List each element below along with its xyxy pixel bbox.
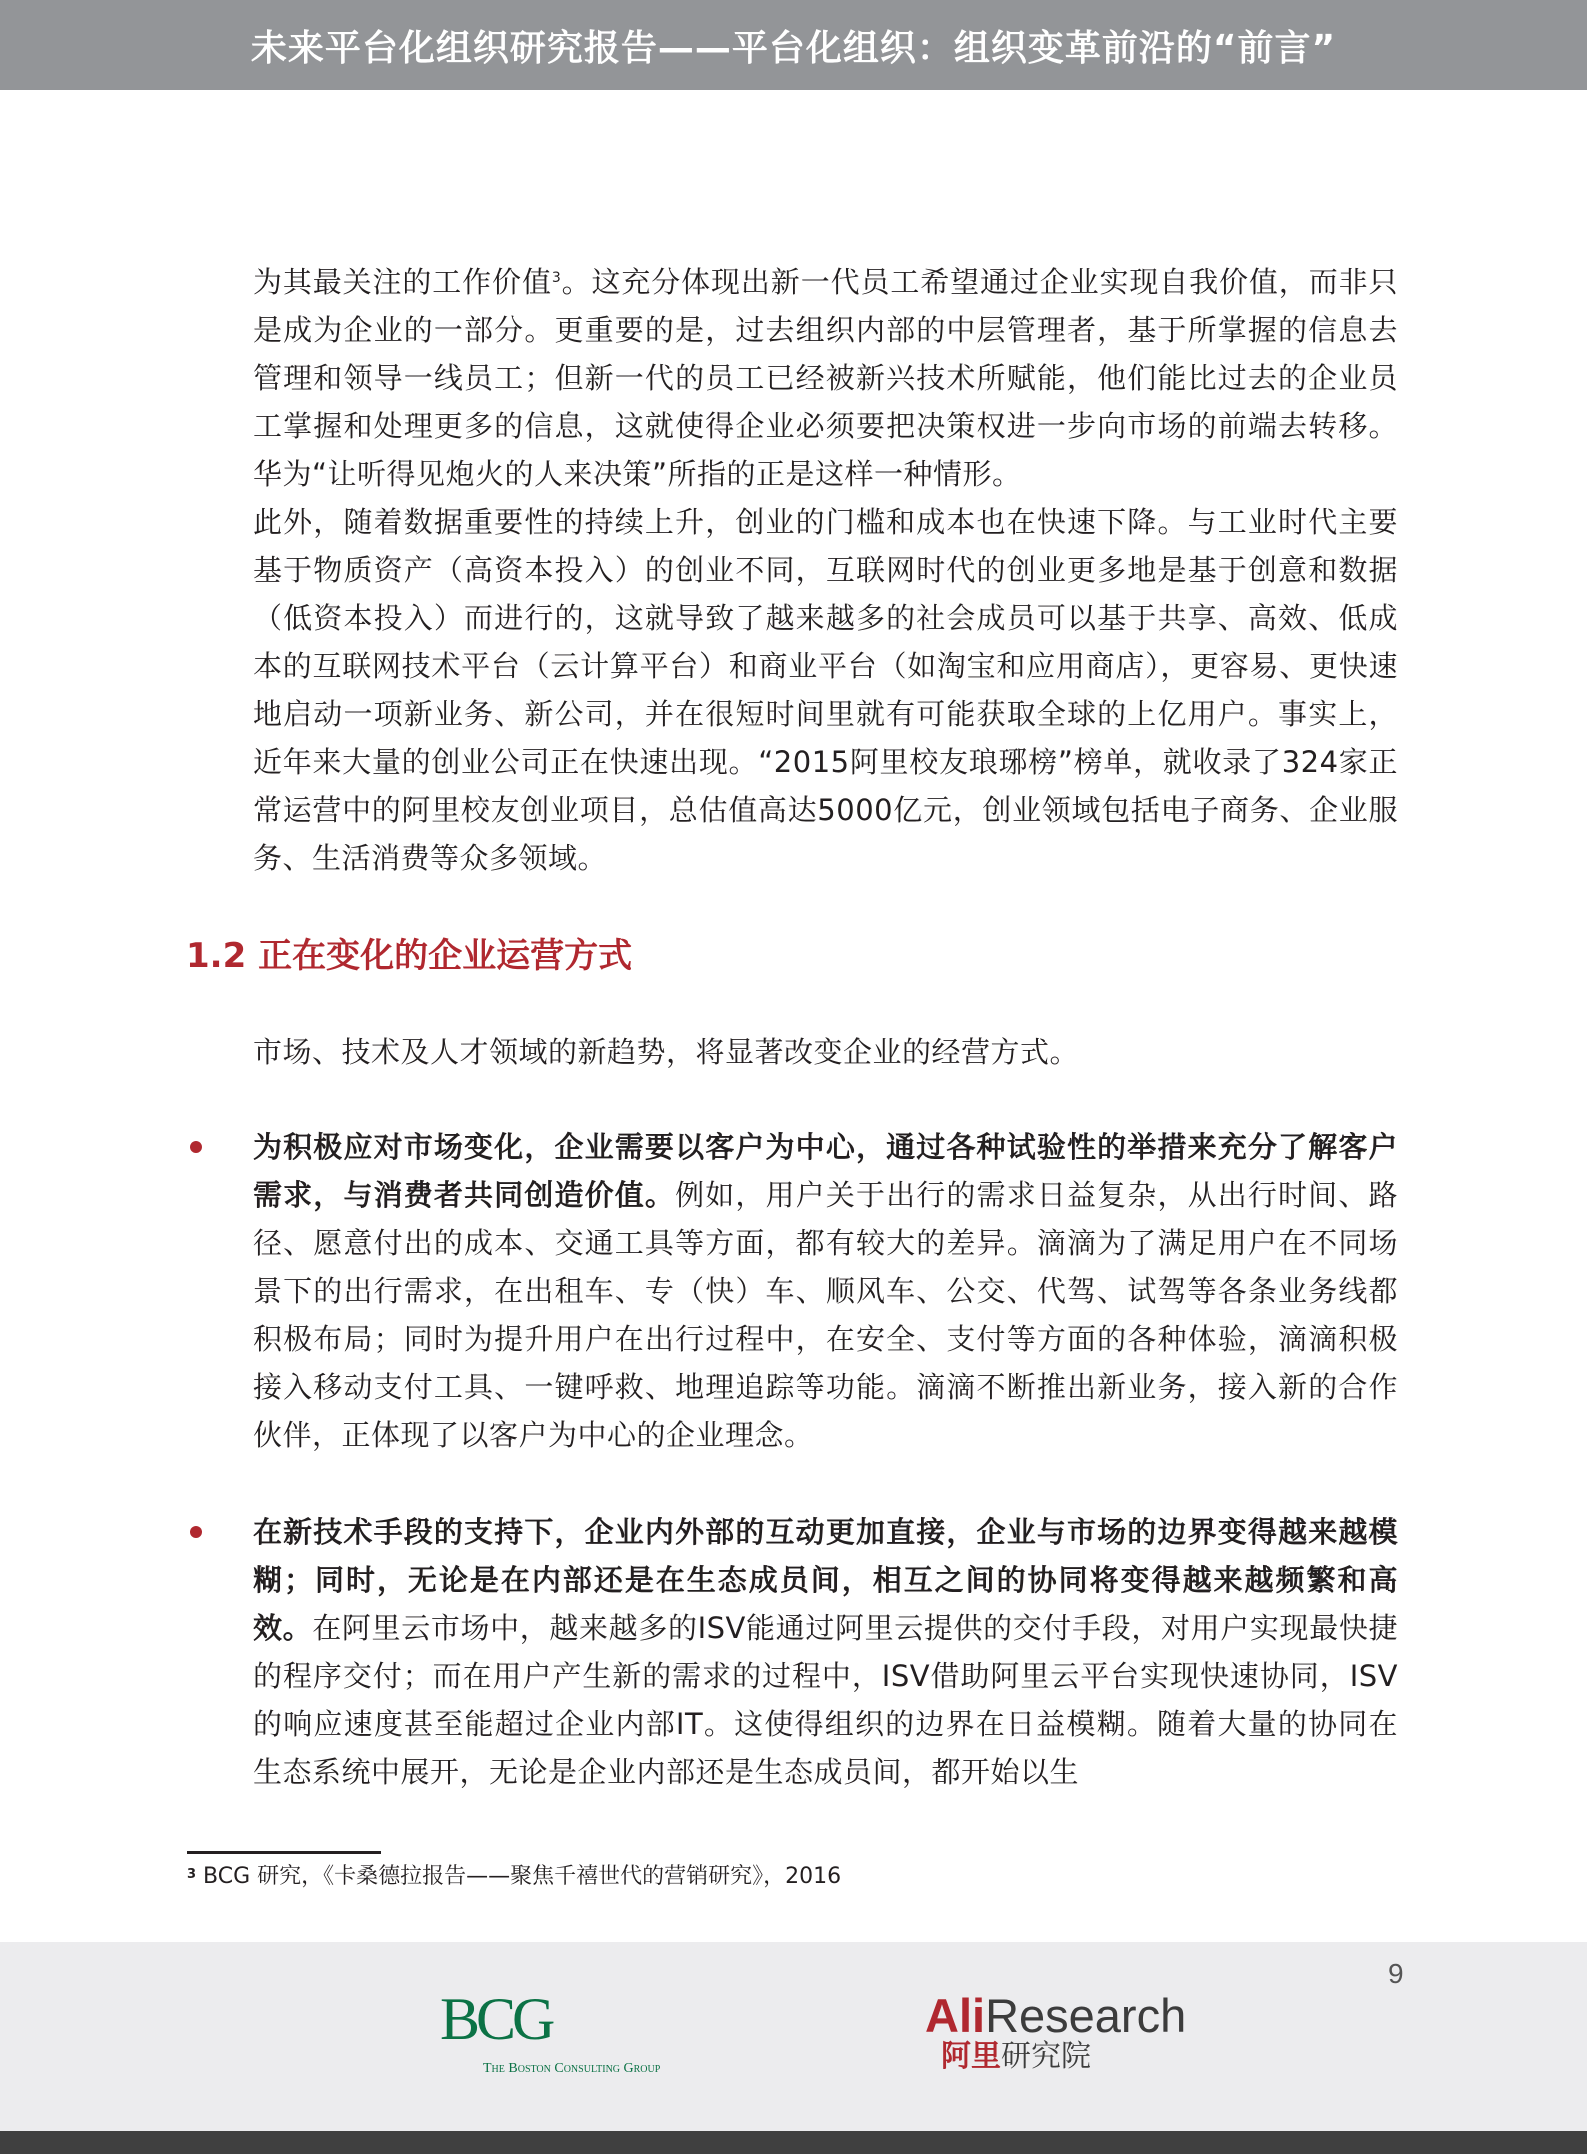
bullet-dot-2: [190, 1526, 202, 1538]
page-number: 9: [1388, 1958, 1404, 1989]
bullet-2-lead: 在新技术手段的支持下，企业内外部的互动更加直接，企业与市场的边界变得越来越模糊；同时，无论是在内部还是在生态成员间，相互之间的协同将变得越来越频繁和高效。: [253, 1515, 1398, 1645]
ali-logo-ali: Ali: [925, 1989, 986, 2042]
ali-logo-cn-gray: 研究院: [1001, 2039, 1091, 2074]
bcg-logo-mark: BCG: [440, 1986, 552, 2052]
bcg-logo-subtitle: The Boston Consulting Group: [483, 2061, 661, 2076]
intro-line-1: 为其最关注的工作价值: [253, 265, 552, 299]
ali-logo-cn-red: 阿里: [941, 2039, 1001, 2074]
intro-line-3: 握的信息去管理和领导一线员工；但新一代的员工已经被新兴技术所赋能，他们能: [253, 313, 1398, 395]
intro-line-1b: 。这充分体现出新一代员工希望通过企业实现自我价值，: [561, 265, 1309, 299]
bullet-1-lead: 为积极应对市场变化，企业需要以客户为中心，通过各种试验性的举措来充分了解客户需求，与消费者共同创造价值。: [253, 1130, 1398, 1212]
bullet-1-text: 例如，用户关于出行的需求日益复杂，从出行时间、路径、愿意付出的成本、交通工具等方面，都有较大的差异。滴滴为了满足用户在不同场景下的出行需求，在出租车、专（快）车、顺风车、公交、代驾、试驾等各条业务线都积极布局；同时为提升用户在出行过程中，在安全、支付等方面的各种体验，滴滴积极接入移动支付工具、一键呼救、地理追踪等功能。滴滴不断推出新业务，接入新的合作伙伴，正体现了以客户为中心的企业理念。: [253, 1178, 1398, 1452]
bullet-dot-1: [190, 1141, 202, 1153]
section-heading: 1.2 正在变化的企业运营方式: [186, 936, 633, 976]
paragraph-startups: 此外，随着数据重要性的持续上升，创业的门槛和成本也在快速下降。与工业时代主要基于物质资产（高资本投入）的创业不同，互联网时代的创业更多地是基于创意和数据（低资本投入）而进行的，这就导致了越来越多的社会成员可以基于共享、高效、低成本的互联网技术平台（云计算平台）和商业平台（如淘宝和应用商店），更容易、更快速地启动一项新业务、新公司，并在很短时间里就有可能获取全球的上亿用户。事实上，近年来大量的创业公司正在快速出现。“2015阿里校友琅琊榜”榜单，就收录了324家正常运营中的阿里校友创业项目，总估值高达5000亿元，创业领域包括电子商务、企业服务、生活消费等众多领域。: [253, 505, 1398, 875]
intro-line-4: 比过去的企业员工掌握和处理更多的信息，这就使得企业必须要把决策权进一步向: [253, 361, 1398, 443]
bullet-2-text: 在阿里云市场中，越来越多的ISV能通过阿里云提供的交付手段，对用户实现最快捷的程序交付；而在用户产生新的需求的过程中，ISV借助阿里云平台实现快速协同，ISV的响应速度甚至能超过企业内部IT。这使得组织的边界在日益模糊。随着大量的协同在生态系统中展开，无论是企业内部还是生态成员间，都开始以生: [253, 1611, 1398, 1789]
footnote-ref[interactable]: 3: [551, 270, 562, 286]
bullet-item-1: [253, 1123, 1398, 1459]
intro-line-2: 而非只是成为企业的一部分。更重要的是，过去组织内部的中层管理者，基于所掌: [253, 265, 1398, 347]
bcg-logo: [440, 1986, 661, 2077]
footnote-number: 3: [187, 1867, 197, 1882]
bottom-bar: [0, 2131, 1587, 2154]
footnote-divider: [187, 1851, 381, 1854]
ali-logo-research: Research: [985, 1989, 1187, 2042]
page-header: [0, 0, 1587, 90]
page-footer: [0, 1942, 1587, 2131]
aliresearch-logo: [925, 1989, 1187, 2075]
intro-line-5: 市场的前端去转移。华为“让听得见炮火的人来决策”所指的正是这样一种情形。: [253, 409, 1398, 491]
section-intro: 市场、技术及人才领域的新趋势，将显著改变企业的经营方式。: [253, 1035, 1080, 1069]
footnote-text: BCG 研究，《卡桑德拉报告——聚焦千禧世代的营销研究》，2016: [203, 1864, 842, 1889]
intro-paragraph: [253, 258, 1398, 498]
footnote: [187, 1862, 841, 1892]
bullet-item-2: [253, 1508, 1398, 1796]
header-title: 未来平台化组织研究报告——平台化组织：组织变革前沿的“前言”: [250, 27, 1337, 69]
